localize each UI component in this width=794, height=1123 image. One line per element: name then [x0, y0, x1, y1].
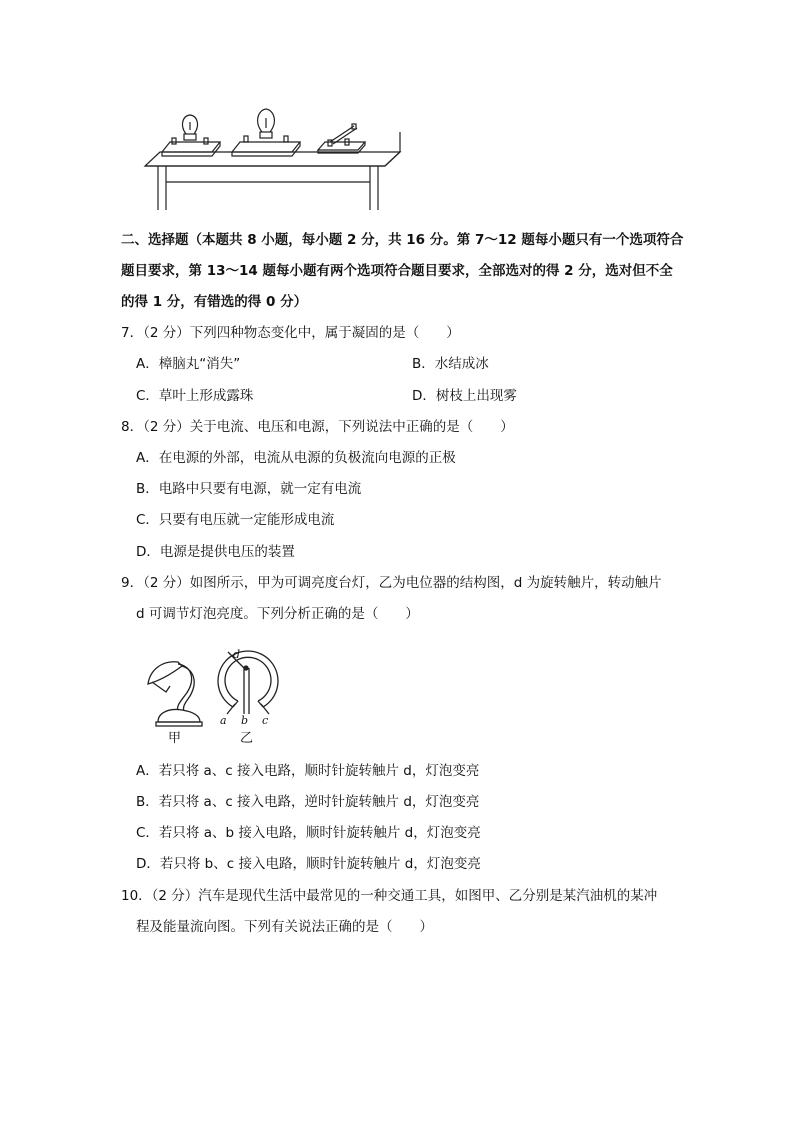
section-heading-line-1: 二、选择题（本题共 8 小题，每小题 2 分，共 16 分。第 7～12 题每小题只有一个选项符合: [121, 232, 684, 248]
desk-lamp-drawing: [148, 662, 202, 726]
label-d: d: [233, 648, 241, 661]
question-9-stem-line-2: d 可调节灯泡亮度。下列分析正确的是（ ）: [136, 606, 419, 622]
q9-option-a: A．若只将 a、c 接入电路，顺时针旋转触片 d，灯泡变亮: [136, 763, 480, 779]
label-jia: 甲: [168, 731, 182, 746]
q7-option-c: C．草叶上形成露珠: [136, 388, 254, 404]
table-top: [145, 152, 400, 166]
q8-option-b: B．电路中只要有电源，就一定有电流: [136, 481, 362, 497]
question-10-stem-line-2: 程及能量流向图。下列有关说法正确的是（ ）: [136, 919, 433, 935]
label-c: c: [262, 714, 269, 727]
lamp-potentiometer-figure: [140, 632, 300, 748]
question-8-stem: 8．（2 分）关于电流、电压和电源，下列说法中正确的是（ ）: [121, 419, 514, 435]
q8-option-c: C．只要有电压就一定能形成电流: [136, 512, 335, 528]
switch-board: [318, 124, 365, 153]
question-10-stem-line-1: 10．（2 分）汽车是现代生活中最常见的一种交通工具，如图甲、乙分别是某汽油机的某冲: [121, 888, 658, 904]
bulb-board-2: [232, 109, 300, 156]
q9-option-c: C．若只将 a、b 接入电路，顺时针旋转触片 d，灯泡变亮: [136, 825, 481, 841]
q9-option-b: B．若只将 a、c 接入电路，逆时针旋转触片 d，灯泡变亮: [136, 794, 480, 810]
q8-option-a: A．在电源的外部，电流从电源的负极流向电源的正极: [136, 450, 456, 466]
label-a: a: [220, 714, 227, 727]
section-heading-line-2: 题目要求，第 13～14 题每小题有两个选项符合题目要求，全部选对的得 2 分，选对但不全: [121, 263, 673, 279]
section-heading-line-3: 的得 1 分，有错选的得 0 分）: [121, 294, 308, 310]
q7-option-d: D．树枝上出现雾: [412, 388, 517, 404]
question-9-stem-line-1: 9．（2 分）如图所示，甲为可调亮度台灯，乙为电位器的结构图，d 为旋转触片，转动触片: [121, 575, 662, 591]
question-7-stem: 7．（2 分）下列四种物态变化中，属于凝固的是（ ）: [121, 325, 460, 341]
q8-option-d: D．电源是提供电压的装置: [136, 544, 295, 560]
potentiometer-drawing: [218, 651, 278, 714]
label-b: b: [241, 714, 249, 727]
label-yi: 乙: [240, 731, 254, 746]
q7-option-b: B．水结成冰: [412, 356, 489, 372]
table-circuit-figure: [140, 104, 410, 210]
bulb-board-1: [162, 115, 220, 156]
q7-option-a: A．樟脑丸“消失”: [136, 356, 241, 372]
q9-option-d: D．若只将 b、c 接入电路，顺时针旋转触片 d，灯泡变亮: [136, 856, 481, 872]
